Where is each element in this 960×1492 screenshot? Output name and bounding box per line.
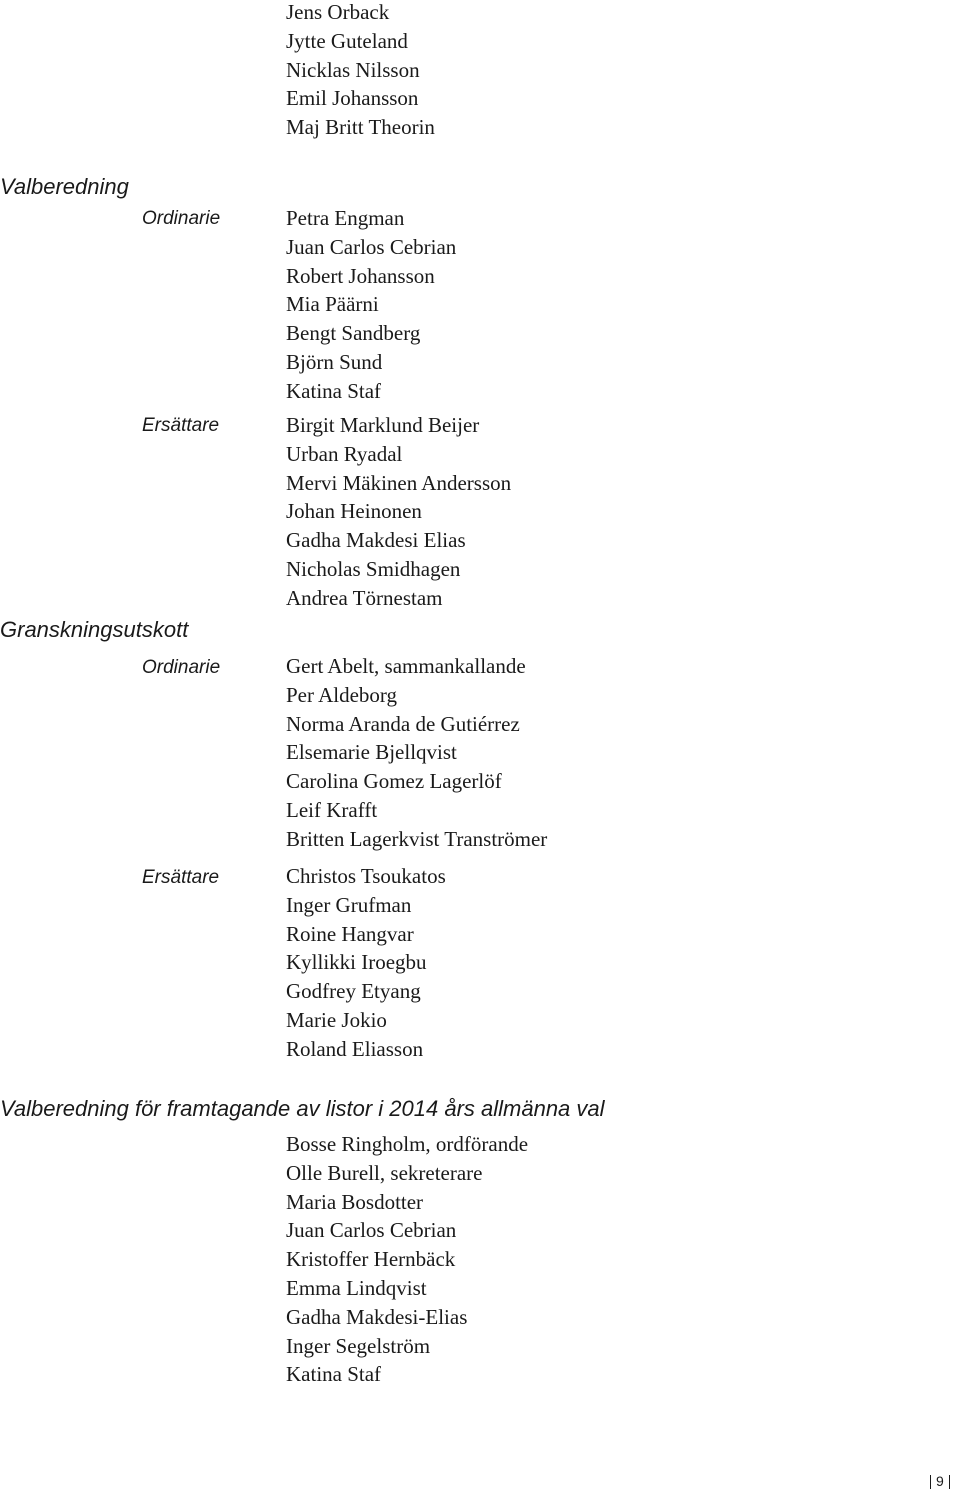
list-item: Jens Orback (286, 0, 390, 24)
granskningsutskott-heading: Granskningsutskott (0, 617, 189, 642)
list-item: Inger Grufman (286, 892, 412, 917)
top-name-list (286, 0, 435, 142)
list-item: Mia Päärni (286, 292, 379, 317)
list-item: Carolina Gomez Lagerlöf (286, 769, 502, 794)
valberedning-ordinarie-list (286, 204, 456, 406)
valberedning-ersattare-list (286, 411, 511, 613)
granskningsutskott-ersattare-list (286, 862, 446, 1064)
granskningsutskott-ersattare-label: Ersättare (142, 867, 220, 888)
valberedning-listor-list (286, 1130, 528, 1389)
list-item: Nicholas Smidhagen (286, 556, 461, 581)
list-item: Björn Sund (286, 349, 383, 374)
list-item: Katina Staf (286, 378, 382, 403)
valberedning-heading: Valberedning (0, 174, 129, 199)
list-item: Gadha Makdesi Elias (286, 528, 466, 553)
list-item: Juan Carlos Cebrian (286, 1218, 457, 1243)
valberedning-listor-heading: Valberedning för framtagande av listor i 2014 års allmänna val (0, 1096, 605, 1121)
granskningsutskott-ordinarie-label: Ordinarie (142, 657, 221, 678)
list-item: Katina Staf (286, 1362, 382, 1387)
list-item: Maria Bosdotter (286, 1189, 424, 1214)
list-item: Robert Johansson (286, 263, 435, 288)
list-item: Gadha Makdesi-Elias (286, 1304, 468, 1329)
list-item: Christos Tsoukatos (286, 864, 446, 888)
list-item: Mervi Mäkinen Andersson (286, 470, 512, 495)
list-item: Roland Eliasson (286, 1036, 424, 1061)
list-item: Marie Jokio (286, 1007, 387, 1032)
list-item: Kristoffer Hernbäck (286, 1247, 456, 1272)
list-item: Kyllikki Iroegbu (286, 950, 427, 975)
granskningsutskott-ordinarie-list (286, 652, 547, 854)
list-item: Urban Ryadal (286, 441, 403, 466)
list-item: Juan Carlos Cebrian (286, 234, 457, 259)
valberedning-ersattare-label: Ersättare (142, 415, 220, 436)
list-item: Nicklas Nilsson (286, 57, 420, 82)
valberedning-ordinarie-label: Ordinarie (142, 208, 221, 229)
list-item: Norma Aranda de Gutiérrez (286, 711, 520, 736)
list-item: Bosse Ringholm, ordförande (286, 1132, 529, 1156)
list-item: Johan Heinonen (286, 499, 422, 524)
list-item: Britten Lagerkvist Tranströmer (286, 826, 548, 851)
list-item: Leif Krafft (286, 797, 378, 822)
list-item: Elsemarie Bjellqvist (286, 740, 457, 765)
page-number (930, 1473, 950, 1489)
list-item: Inger Segelström (286, 1333, 431, 1358)
list-item: Petra Engman (286, 206, 405, 230)
list-item: Bengt Sandberg (286, 321, 421, 346)
page-number-value: 9 (936, 1473, 944, 1489)
list-item: Roine Hangvar (286, 921, 414, 946)
list-item: Olle Burell, sekreterare (286, 1160, 483, 1185)
list-item: Emil Johansson (286, 86, 419, 111)
list-item: Andrea Törnestam (286, 585, 443, 610)
list-item: Per Aldeborg (286, 682, 398, 707)
list-item: Gert Abelt, sammankallande (286, 654, 526, 678)
list-item: Godfrey Etyang (286, 979, 421, 1004)
list-item: Birgit Marklund Beijer (286, 413, 480, 437)
list-item: Jytte Guteland (286, 28, 408, 53)
divider (949, 1475, 950, 1489)
list-item: Maj Britt Theorin (286, 115, 435, 140)
list-item: Emma Lindqvist (286, 1275, 427, 1300)
